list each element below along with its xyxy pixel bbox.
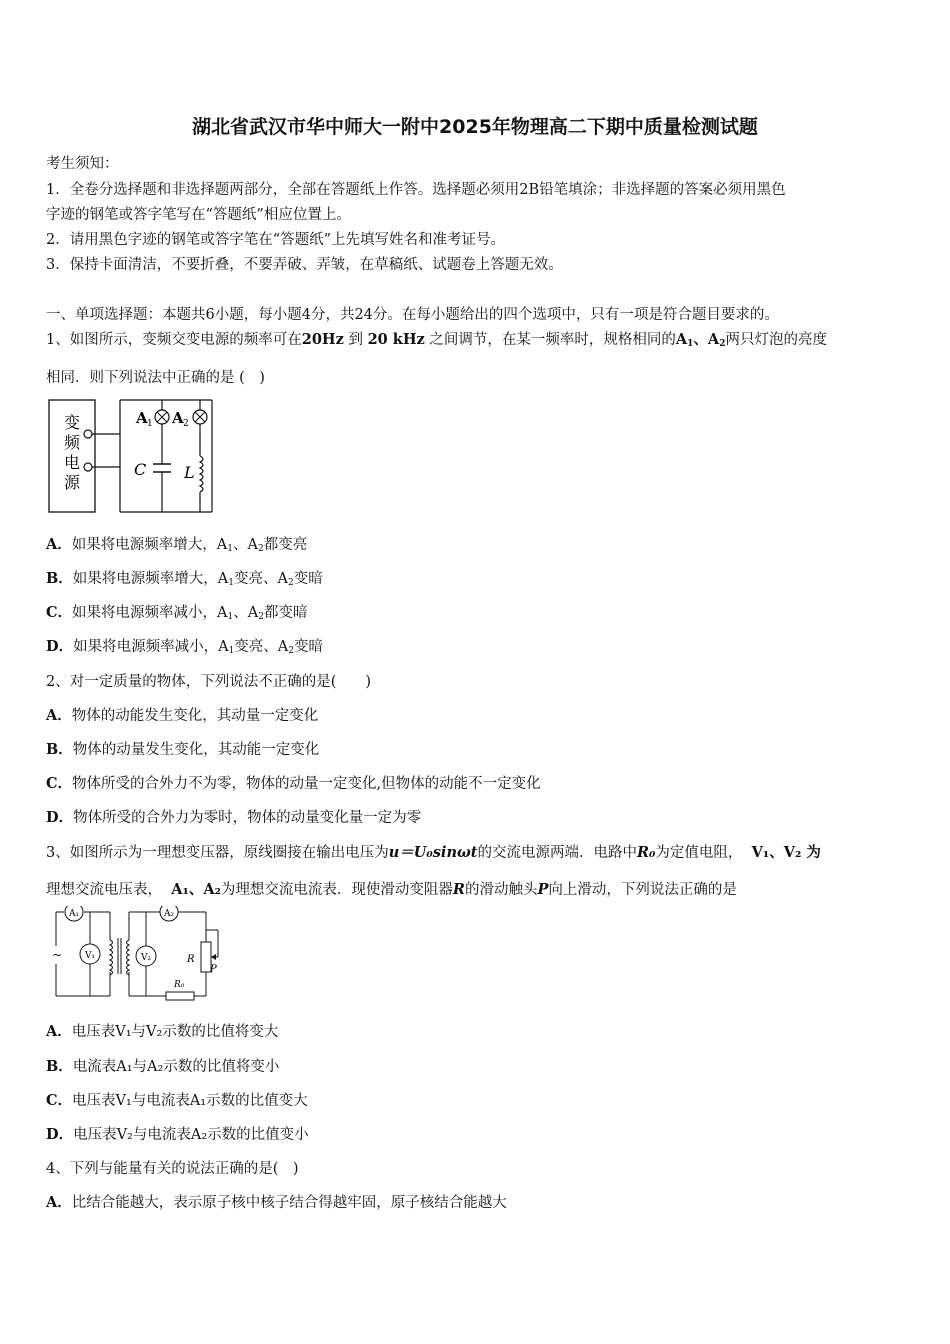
option-a: A．比结合能越大，表示原子核中核子结合得越牢固，原子核结合能越大	[46, 1194, 507, 1211]
voltmeter-v1-icon	[80, 944, 100, 964]
notice-item: 字迹的钢笔或答字笔写在“答题纸”相应位置上。	[46, 207, 351, 223]
ammeter-symbols: A₁、A₂	[171, 881, 221, 898]
source-label-char: 电	[63, 453, 81, 472]
option-a: A．物体的动能发生变化，其动量一定变化	[46, 707, 319, 724]
capacitor-label: C	[134, 460, 147, 479]
option-c: C．电压表V₁与电流表A₁示数的比值变大	[46, 1092, 308, 1109]
stem-text: 到	[343, 332, 368, 348]
figure-ac-circuit	[46, 396, 218, 518]
source-label-char: 变	[63, 413, 81, 432]
formula: u＝U₀sinωt	[388, 844, 478, 861]
p-symbol: P	[537, 881, 549, 898]
option-b: B．如果将电源频率增大，$A_1$变亮、$A_2$变暗	[46, 570, 323, 588]
r0-symbol: R₀	[637, 844, 656, 861]
question-1-stem: 1、如图所示，变频交变电源的频率可在20Hz 到 20 kHz 之间调节，在某一频率时，规格相同的$A_1$、$A_2$两只灯泡的亮度	[46, 331, 827, 349]
option-a: A．电压表V₁与V₂示数的比值将变大	[46, 1023, 279, 1040]
a2-label: A	[172, 409, 184, 427]
section-heading: 一、单项选择题：本题共6小题，每小题4分，共24分。在每小题给出的四个选项中，只有一项是符合题目要求的。	[46, 307, 779, 323]
inductor-label: L	[184, 463, 195, 482]
notice-item: 2．请用黑色字迹的钢笔或答字笔在“答题纸”上先填写姓名和准考证号。	[46, 232, 506, 248]
freq-low: 20Hz	[301, 331, 344, 348]
voltmeter-v2-icon	[136, 946, 156, 966]
source-label-char: 源	[63, 473, 81, 492]
svg-text:A₁: A₁	[68, 909, 80, 919]
question-4-stem: 4、下列与能量有关的说法正确的是( )	[46, 1161, 299, 1177]
a1-sub: 1	[147, 419, 153, 429]
capacitor-icon	[153, 464, 171, 472]
svg-text:A₂: A₂	[163, 909, 175, 919]
notice-item: 3．保持卡面清洁，不要折叠，不要弄破、弄皱，在草稿纸、试题卷上答题无效。	[46, 257, 563, 273]
rheostat-label: R	[187, 954, 195, 965]
ac-source-icon: ~	[52, 948, 63, 962]
resistor-r0-icon	[166, 992, 194, 1000]
lamp-a1-icon	[155, 410, 169, 424]
question-3-stem-cont: 理想交流电压表， A₁、A₂为理想交流电流表．现使滑动变阻器R的滑动触头P向上滑动，下列说法正确的是	[46, 881, 737, 898]
option-b: B．物体的动量发生变化，其动能一定变化	[46, 741, 320, 758]
notice-heading: 考生须知：	[46, 156, 119, 172]
ammeter-a2-icon	[160, 906, 178, 921]
option-d: D．物体所受的合外力为零时，物体的动量变化量一定为零	[46, 809, 422, 826]
notice-item: 1．全卷分选择题和非选择题两部分，全部在答题纸上作答。选择题必须用2B铅笔填涂；非选择题的答案必须用黑色	[46, 182, 786, 198]
a1-label: A	[136, 409, 148, 427]
option-d: D．电压表V₂与电流表A₂示数的比值变小	[46, 1126, 309, 1143]
stem-text: 1、如图所示，变频交变电源的频率可在	[46, 332, 302, 348]
option-a: A．如果将电源频率增大，$A_1$、$A_2$都变亮	[46, 536, 308, 554]
page-title: 湖北省武汉市华中师大一附中2025年物理高二下期中质量检测试题	[192, 116, 758, 138]
ammeter-a1-icon	[65, 906, 83, 921]
slider-label: P	[210, 964, 217, 975]
option-c: C．如果将电源频率减小，$A_1$、$A_2$都变暗	[46, 604, 308, 622]
option-c: C．物体所受的合外力不为零，物体的动量一定变化,但物体的动能不一定变化	[46, 775, 541, 792]
stem-text: 之间调节，在某一频率时，规格相同的	[424, 332, 676, 348]
figure-transformer-circuit	[48, 906, 228, 1002]
svg-text:V₂: V₂	[140, 953, 152, 963]
r-symbol: R	[452, 881, 465, 898]
terminal	[84, 430, 92, 438]
question-1-stem-cont: 相同．则下列说法中正确的是 ( )	[46, 370, 265, 386]
inductor-icon	[196, 456, 204, 492]
a2-sub: 2	[183, 419, 189, 429]
terminal	[84, 463, 92, 471]
stem-text: 两只灯泡的亮度	[725, 332, 827, 348]
question-2-stem: 2、对一定质量的物体，下列说法不正确的是( )	[46, 674, 372, 690]
option-b: B．电流表A₁与A₂示数的比值将变小	[46, 1058, 280, 1075]
option-d: D．如果将电源频率减小，$A_1$变亮、$A_2$变暗	[46, 638, 324, 656]
lamp-a2-icon	[193, 410, 207, 424]
question-3-stem: 3、如图所示为一理想变压器，原线圈接在输出电压为u＝U₀sinωt的交流电源两端．电路中R₀为定值电阻， V₁、V₂ 为	[46, 844, 821, 861]
svg-text:V₁: V₁	[84, 951, 96, 961]
source-label-char: 频	[63, 433, 81, 452]
voltmeter-symbols: V₁、V₂ 为	[751, 844, 821, 861]
freq-high: 20 kHz	[367, 331, 425, 348]
r0-label: R₀	[174, 980, 185, 990]
transformer-icon	[110, 938, 129, 975]
